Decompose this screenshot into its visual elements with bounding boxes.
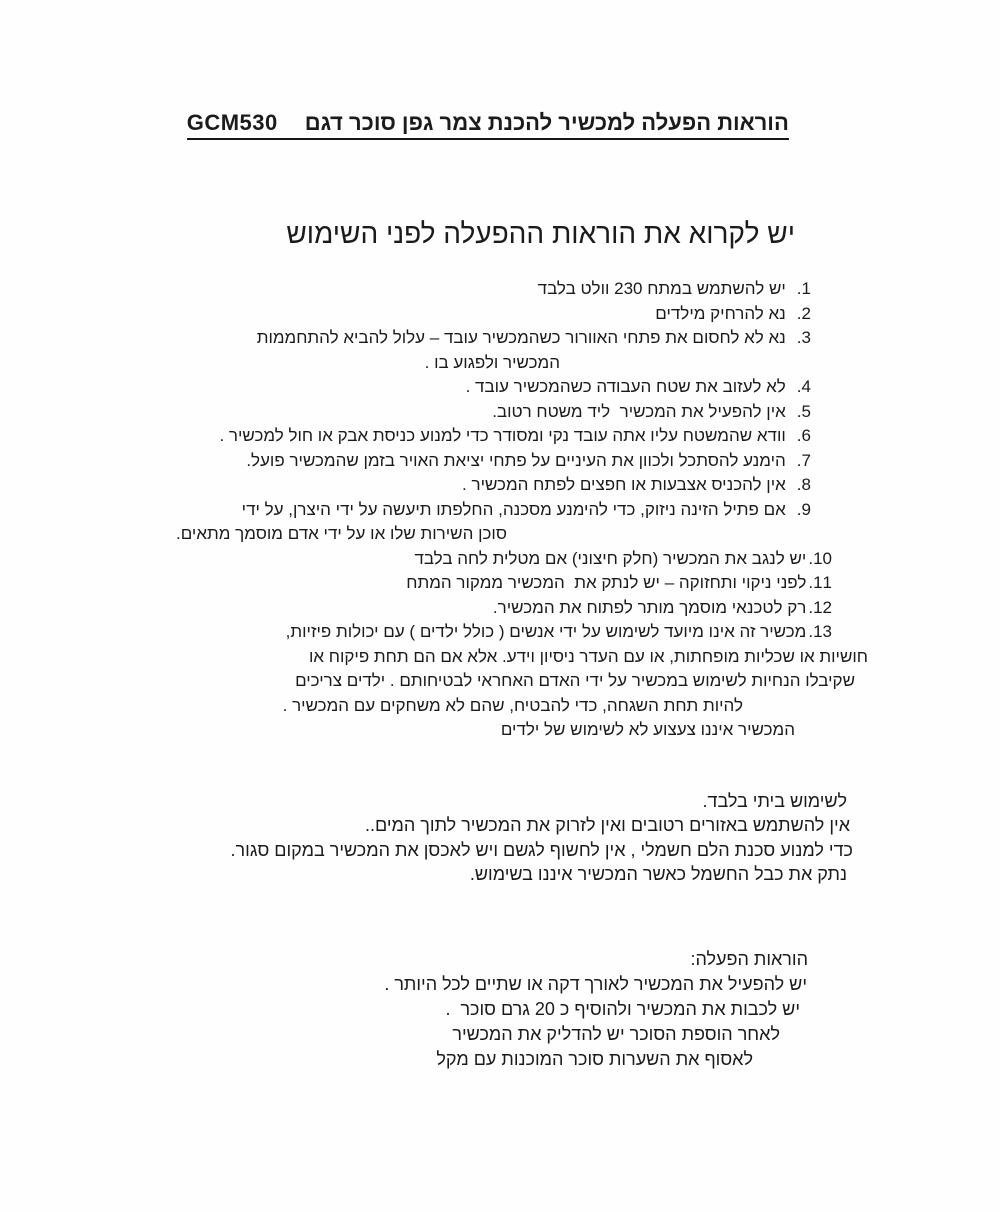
safety-item-4 — [0, 375, 1000, 400]
safety-item-9-continuation: סוכן השירות שלו או על ידי אדם מוסמך מתאים. — [176, 524, 507, 543]
item-text: לא לעזוב את שטח העבודה כשהמכשיר עובד . — [465, 377, 786, 396]
item-number: 9. — [796, 499, 811, 519]
safety-item-13 — [0, 620, 1000, 645]
home-use-line: אין להשתמש באזורים רטובים ואין לזרוק את המכשיר לתוך המים.. — [364, 815, 850, 835]
safety-item-10 — [0, 547, 1000, 572]
item-text: אין להפעיל את המכשיר ליד משטח רטוב. — [492, 401, 786, 421]
home-use-line: כדי למנוע סכנת הלם חשמלי , אין לחשוף לגשם ויש לאכסן את המכשיר במקום סגור. — [230, 839, 853, 860]
home-use-line: לשימוש ביתי בלבד. — [702, 790, 847, 811]
item-number: 1. — [796, 279, 811, 298]
item-text: אין להכניס אצבעות או חפצים לפתח המכשיר . — [462, 475, 786, 494]
safety-item-3-continuation: המכשיר ולפגוע בו . — [424, 352, 560, 372]
safety-item-13-continuation: להיות תחת השגחה, כדי להבטיח, שהם לא משחקים עם המכשיר . — [282, 695, 743, 715]
home-use-paragraph — [0, 789, 1000, 887]
item-number: 2. — [796, 303, 811, 323]
safety-item-11 — [0, 571, 1000, 596]
item-text: נא לא לחסום את פתחי האוורור כשהמכשיר עובד – עלול להביא להתחממות — [256, 328, 786, 347]
operation-step: לאסוף את השערות סוכר המוכנות עם מקל — [436, 1048, 753, 1069]
item-text: אם פתיל הזינה ניזוק, כדי להימנע מסכנה, החלפתו תיעשה על ידי היצרן, על ידי — [241, 499, 786, 519]
item-number: 11. — [808, 573, 832, 592]
title-underline — [187, 110, 789, 140]
safety-item-1 — [0, 277, 1000, 302]
item-text: נא להרחיק מילדים — [655, 303, 786, 323]
title-text: הוראות הפעלה למכשיר להכנת צמר גפן סוכר דגם — [304, 110, 789, 135]
item-text: לפני ניקוי ותחזוקה – יש לנתק את המכשיר ממקור המתח — [406, 573, 807, 592]
safety-instructions-list — [0, 277, 1000, 743]
operation-step: לאחר הוספת הסוכר יש להדליק את המכשיר — [452, 1023, 780, 1044]
item-text: יש לנגב את המכשיר (חלק חיצוני) אם מטלית לחה בלבד — [414, 548, 807, 568]
item-number: 10. — [808, 548, 832, 568]
home-use-line: נתק את כבל החשמל כאשר המכשיר איננו בשימוש. — [469, 864, 847, 884]
item-text: הימנע להסתכל ולכוון את העיניים על פתחי יציאת האויר בזמן שהמכשיר פועל. — [246, 450, 786, 470]
not-a-toy-note: המכשיר איננו צעצוע לא לשימוש של ילדים — [500, 720, 795, 739]
item-number: 3. — [796, 328, 811, 347]
safety-item-13-continuation: חושיות או שכליות מופחתות, או עם העדר ניסיון וידע. אלא אם הם תחת פיקוח או — [308, 646, 868, 666]
item-text: וודא שהמשטח עליו אתה עובד נקי ומסודר כדי למנוע כניסת אבק או חול למכשיר . — [219, 426, 786, 445]
safety-item-7 — [0, 449, 1000, 474]
item-number: 8. — [796, 475, 811, 494]
safety-item-12 — [0, 596, 1000, 621]
safety-item-9 — [0, 498, 1000, 523]
operation-step: יש להפעיל את המכשיר לאורך דקה או שתיים לכל היותר . — [384, 973, 807, 994]
item-number: 12. — [808, 597, 832, 617]
item-number: 7. — [796, 450, 811, 470]
document-title — [0, 0, 1000, 166]
operation-instructions — [0, 947, 1000, 1072]
safety-item-8 — [0, 473, 1000, 498]
item-text: יש להשתמש במתח 230 וולט בלבד — [537, 279, 786, 298]
safety-item-2 — [0, 302, 1000, 327]
safety-item-13-continuation: שקיבלו הנחיות לשימוש במכשיר על ידי האדם האחראי לבטיחותם . ילדים צריכים — [295, 671, 855, 690]
safety-item-5 — [0, 400, 1000, 425]
item-number: 4. — [796, 377, 811, 396]
operation-heading: הוראות הפעלה: — [690, 948, 808, 969]
safety-item-3 — [0, 326, 1000, 351]
item-text: רק לטכנאי מוסמך מותר לפתוח את המכשיר. — [492, 597, 807, 617]
item-number: 6. — [796, 426, 811, 445]
safety-item-6 — [0, 424, 1000, 449]
item-text: מכשיר זה אינו מיועד לשימוש על ידי אנשים ( כולל ילדים ) עם יכולות פיזיות, — [285, 622, 807, 641]
model-number: GCM530 — [186, 110, 278, 135]
read-before-use-heading: יש לקרוא את הוראות ההפעלה לפני השימוש — [286, 218, 795, 249]
item-number: 13. — [808, 622, 832, 641]
item-number: 5. — [796, 401, 811, 421]
operation-step: יש לכבות את המכשיר ולהוסיף כ 20 גרם סוכר . — [445, 998, 800, 1019]
